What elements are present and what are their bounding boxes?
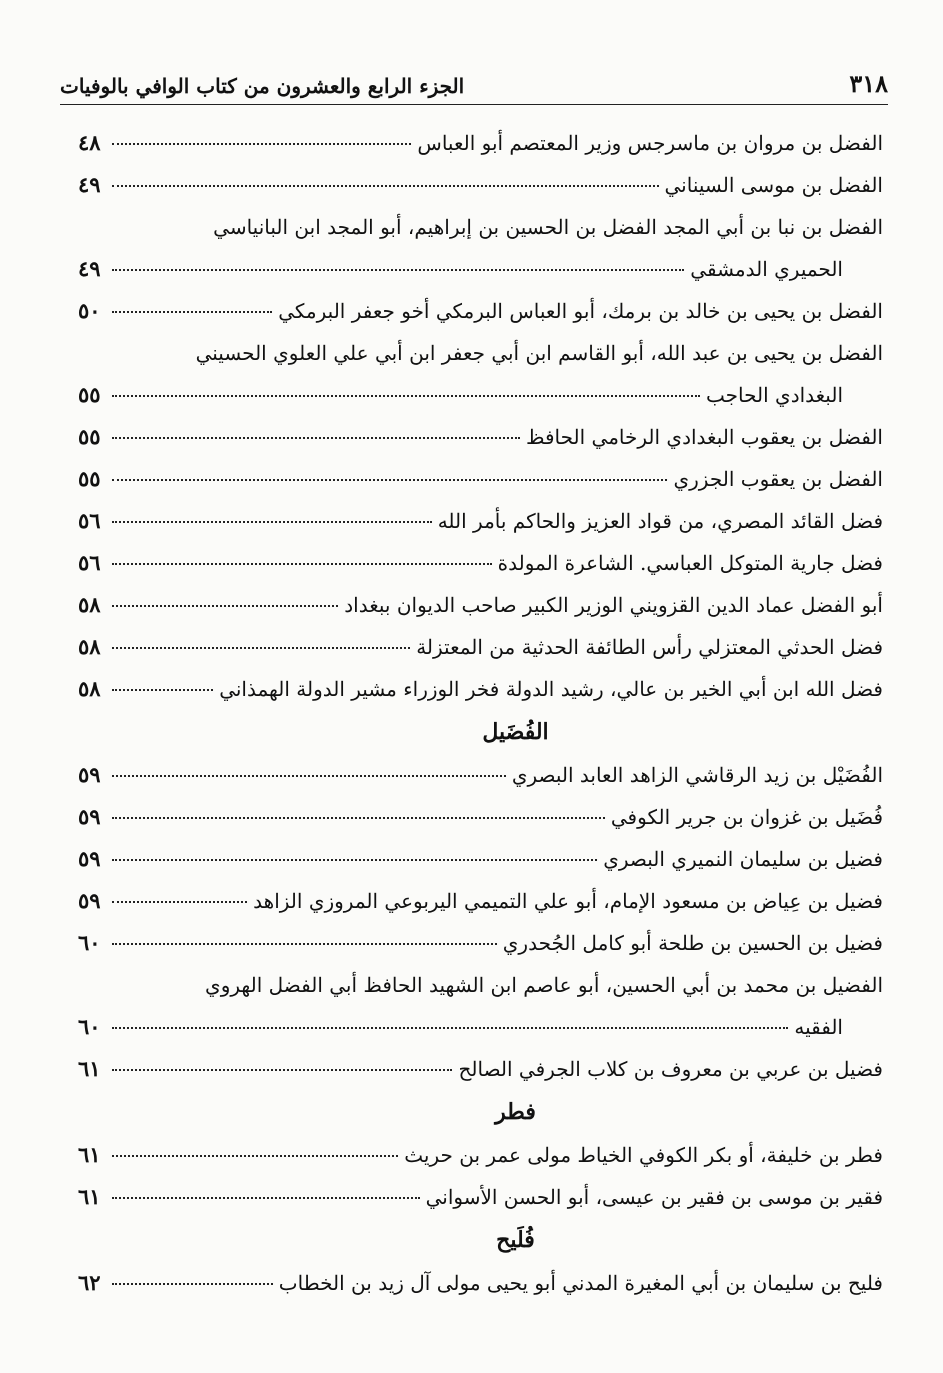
entry-text: الفضل بن يعقوب البغدادي الرخامي الحافظ xyxy=(525,425,883,449)
index-list xyxy=(78,122,883,1304)
index-entry xyxy=(78,1262,883,1304)
entry-text: الفُضَيْل بن زيد الرقاشي الزاهد العابد البصري xyxy=(511,763,883,787)
entries-fitr xyxy=(78,1134,883,1218)
page-header xyxy=(60,58,888,105)
entry-text: فضيل بن الحسين بن طلحة أبو كامل الجُحدري xyxy=(502,931,883,955)
index-entry xyxy=(78,164,883,206)
entry-line xyxy=(78,416,883,458)
entry-line xyxy=(78,332,883,374)
entry-text: الفضل بن يحيى بن خالد بن برمك، أبو العباس البرمكي أخو جعفر البرمكي xyxy=(278,299,883,323)
index-entry xyxy=(78,290,883,332)
index-entry xyxy=(78,542,883,584)
entry-page-number: ٦١ xyxy=(78,1056,101,1081)
section-heading-fitr: فطر xyxy=(495,1099,536,1125)
entry-page-number: ٥٩ xyxy=(78,846,101,871)
index-entry xyxy=(78,1176,883,1218)
entry-page-number: ٥٨ xyxy=(78,634,101,659)
leader-dots xyxy=(112,1068,452,1071)
index-entry xyxy=(78,668,883,710)
entry-line xyxy=(78,458,883,500)
entry-line xyxy=(78,584,883,626)
entries-fadl xyxy=(78,122,883,710)
entry-text: فقير بن موسى بن فقير بن عيسى، أبو الحسن الأسواني xyxy=(425,1185,883,1209)
entry-line xyxy=(78,122,883,164)
entry-text: فضيل بن عِياض بن مسعود الإمام، أبو علي التميمي اليربوعي المروزي الزاهد xyxy=(253,889,883,913)
entry-text: الفضل بن موسى السيناني xyxy=(664,173,883,197)
leader-dots xyxy=(112,646,410,649)
entry-line xyxy=(78,1176,883,1218)
index-entry xyxy=(78,922,883,964)
entry-text: فضيل بن عربي بن معروف بن كلاب الجرفي الصالح xyxy=(458,1057,883,1081)
leader-dots xyxy=(112,1154,398,1157)
entry-page-number: ٦١ xyxy=(78,1142,101,1167)
entry-line xyxy=(78,1048,883,1090)
entry-text: فضل الله ابن أبي الخير بن عالي، رشيد الدولة فخر الوزراء مشير الدولة الهمذاني xyxy=(219,677,883,701)
entry-text: الفضل بن يحيى بن عبد الله، أبو القاسم ابن أبي جعفر ابن أبي علي العلوي الحسيني xyxy=(195,341,883,365)
entry-page-number: ٥٨ xyxy=(78,676,101,701)
index-entry xyxy=(78,1134,883,1176)
leader-dots xyxy=(112,1026,788,1029)
index-entry xyxy=(78,122,883,164)
index-entry xyxy=(78,584,883,626)
leader-dots xyxy=(112,942,497,945)
entry-continuation-text: البغدادي الحاجب xyxy=(706,383,843,407)
leader-dots xyxy=(112,774,506,777)
entries-fulayh xyxy=(78,1262,883,1304)
entry-line xyxy=(78,164,883,206)
entry-line xyxy=(78,880,883,922)
entry-line xyxy=(78,796,883,838)
leader-dots xyxy=(112,688,213,691)
entry-page-number: ٥٩ xyxy=(78,888,101,913)
entry-text: الفضل بن مروان بن ماسرجس وزير المعتصم أبو العباس xyxy=(417,131,883,155)
leader-dots xyxy=(112,184,659,187)
index-entry xyxy=(78,796,883,838)
leader-dots xyxy=(112,816,605,819)
entry-continuation-text: الحميري الدمشقي xyxy=(690,257,843,281)
entry-page-number: ٤٩ xyxy=(78,256,101,281)
entry-page-number: ٤٩ xyxy=(78,172,101,197)
entry-line xyxy=(78,626,883,668)
index-entry xyxy=(78,206,883,290)
page-number: ٣١٨ xyxy=(849,69,888,98)
entry-text: أبو الفضل عماد الدين القزويني الوزير الكبير صاحب الديوان ببغداد xyxy=(344,593,883,617)
entry-line xyxy=(78,922,883,964)
entry-page-number: ٥٨ xyxy=(78,592,101,617)
entry-page-number: ٥٠ xyxy=(78,298,101,323)
entry-page-number: ٦٠ xyxy=(78,930,101,955)
entry-continuation-line xyxy=(78,1006,883,1048)
entry-line xyxy=(78,668,883,710)
leader-dots xyxy=(112,1196,420,1199)
leader-dots xyxy=(112,310,272,313)
running-title: الجزء الرابع والعشرون من كتاب الوافي بالوفيات xyxy=(60,74,465,98)
entry-line xyxy=(78,964,883,1006)
entry-line xyxy=(78,542,883,584)
index-entry xyxy=(78,500,883,542)
entry-continuation-line xyxy=(78,248,883,290)
entry-text: فليح بن سليمان بن أبي المغيرة المدني أبو يحيى مولى آل زيد بن الخطاب xyxy=(278,1271,883,1295)
entry-page-number: ٦٢ xyxy=(78,1270,101,1295)
index-entry xyxy=(78,754,883,796)
entry-text: الفضيل بن محمد بن أبي الحسين، أبو عاصم ابن الشهيد الحافظ أبي الفضل الهروي xyxy=(205,973,883,997)
entry-page-number: ٤٨ xyxy=(78,130,101,155)
entry-text: فُضَيل بن غزوان بن جرير الكوفي xyxy=(610,805,883,829)
section-heading-fudayl: الفُضَيل xyxy=(482,719,549,745)
entry-page-number: ٦١ xyxy=(78,1184,101,1209)
leader-dots xyxy=(112,1282,273,1285)
index-entry xyxy=(78,964,883,1048)
entry-line xyxy=(78,500,883,542)
entry-page-number: ٦٠ xyxy=(78,1014,101,1039)
leader-dots xyxy=(112,604,338,607)
index-entry xyxy=(78,1048,883,1090)
leader-dots xyxy=(112,436,520,439)
entry-text: فضل جارية المتوكل العباسي. الشاعرة المولدة xyxy=(497,551,883,575)
index-entry xyxy=(78,838,883,880)
entry-line xyxy=(78,206,883,248)
entries-fudayl xyxy=(78,754,883,1090)
leader-dots xyxy=(112,858,597,861)
leader-dots xyxy=(112,520,432,523)
leader-dots xyxy=(112,900,247,903)
entry-text: فضيل بن سليمان النميري البصري xyxy=(603,847,883,871)
entry-text: الفضل بن يعقوب الجزري xyxy=(673,467,883,491)
entry-line xyxy=(78,1262,883,1304)
leader-dots xyxy=(112,478,667,481)
leader-dots xyxy=(112,268,684,271)
leader-dots xyxy=(112,142,411,145)
leader-dots xyxy=(112,562,492,565)
entry-line xyxy=(78,754,883,796)
entry-text: فضل القائد المصري، من قواد العزيز والحاكم بأمر الله xyxy=(437,509,883,533)
entry-continuation-text: الفقيه xyxy=(794,1015,843,1039)
index-entry xyxy=(78,458,883,500)
entry-continuation-line xyxy=(78,374,883,416)
index-entry xyxy=(78,332,883,416)
entry-text: فطر بن خليفة، أو بكر الكوفي الخياط مولى عمر بن حريث xyxy=(404,1143,883,1167)
entry-line xyxy=(78,838,883,880)
entry-line xyxy=(78,1134,883,1176)
index-entry xyxy=(78,416,883,458)
entry-page-number: ٥٩ xyxy=(78,804,101,829)
entry-page-number: ٥٩ xyxy=(78,762,101,787)
entry-text: الفضل بن نبا بن أبي المجد الفضل بن الحسين بن إبراهيم، أبو المجد ابن البانياسي xyxy=(213,215,883,239)
entry-page-number: ٥٥ xyxy=(78,424,101,449)
entry-page-number: ٥٦ xyxy=(78,550,101,575)
entry-page-number: ٥٥ xyxy=(78,382,101,407)
entry-line xyxy=(78,290,883,332)
section-heading-fulayh: فُلَيح xyxy=(496,1227,535,1253)
entry-page-number: ٥٦ xyxy=(78,508,101,533)
entry-page-number: ٥٥ xyxy=(78,466,101,491)
index-entry xyxy=(78,626,883,668)
index-entry xyxy=(78,880,883,922)
leader-dots xyxy=(112,394,700,397)
entry-text: فضل الحدثي المعتزلي رأس الطائفة الحدثية من المعتزلة xyxy=(416,635,883,659)
